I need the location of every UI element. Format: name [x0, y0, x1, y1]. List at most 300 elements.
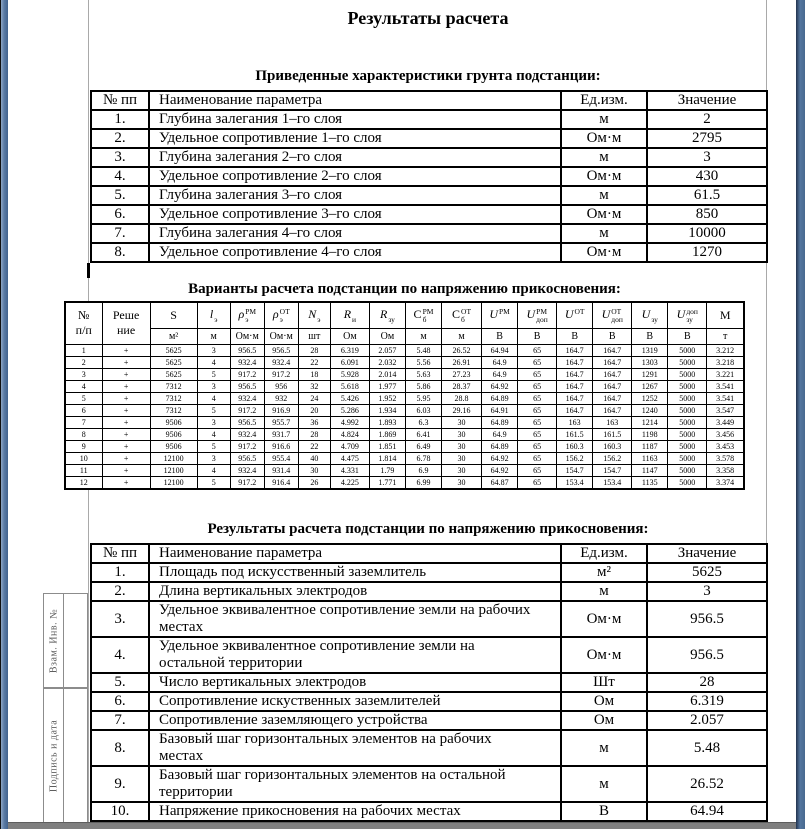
subscript: э [279, 314, 283, 324]
table-row [65, 392, 744, 404]
row-number-cell: 6. [91, 205, 149, 224]
table-cell: 932 [264, 392, 298, 404]
table-cell: 2.014 [369, 368, 405, 380]
param-name-cell: Удельное сопротивление 4–го слоя [149, 243, 561, 262]
table-cell: 955.4 [264, 452, 298, 464]
table-cell: 64.9 [482, 428, 518, 440]
table-cell: 160.3 [557, 440, 593, 452]
table-cell: + [102, 440, 150, 452]
column-header: Ед.изм. [561, 544, 647, 563]
table-row [65, 476, 744, 489]
unit-cell: Ом·м [561, 167, 647, 186]
unit-header: Ом·м [230, 328, 264, 344]
script-stack [651, 308, 658, 323]
table-cell: 6 [65, 404, 102, 416]
param-name-cell: Глубина залегания 3–го слоя [149, 186, 561, 205]
value-cell: 5625 [647, 563, 767, 582]
table-cell: 164.7 [593, 392, 632, 404]
table-cell: 64.89 [482, 392, 518, 404]
table-row [65, 440, 744, 452]
table-cell: 932.4 [264, 356, 298, 368]
table-cell: 1252 [632, 392, 668, 404]
table-cell: 28.8 [442, 392, 482, 404]
table-header-row [65, 302, 744, 328]
table-cell: 65 [518, 392, 557, 404]
table-cell: 22 [298, 440, 330, 452]
table-cell: + [102, 464, 150, 476]
table-row [91, 730, 767, 766]
table-cell [150, 452, 197, 464]
wrapped-number: 12100 [163, 453, 184, 463]
subscript: э [317, 314, 321, 324]
table-cell [150, 464, 197, 476]
row-number-cell: 5. [91, 186, 149, 205]
script-stack [245, 308, 256, 323]
symbol: R [379, 307, 388, 322]
table-cell: 164.7 [557, 368, 593, 380]
column-header: Значение [647, 91, 767, 110]
unit-header: т [707, 328, 744, 344]
table-row [91, 186, 767, 205]
table-cell: 164.7 [593, 380, 632, 392]
table-cell: 64.9 [482, 368, 518, 380]
table-cell: + [102, 380, 150, 392]
table-cell: 1163 [632, 452, 668, 464]
table-cell: 65 [518, 476, 557, 489]
table-cell: 64.9 [482, 356, 518, 368]
column-header [707, 302, 744, 328]
table-cell: 29.16 [442, 404, 482, 416]
table-cell: 9506 [150, 440, 197, 452]
table-cell: 160.3 [593, 440, 632, 452]
table-cell: 64.89 [482, 416, 518, 428]
table-cell: 1240 [632, 404, 668, 416]
value-cell: 1270 [647, 243, 767, 262]
value-cell: 2 [647, 110, 767, 129]
unit-cell: Ом·м [561, 205, 647, 224]
unit-cell: м [561, 766, 647, 802]
table-cell: 8 [65, 428, 102, 440]
table-cell: 153.4 [593, 476, 632, 489]
table-cell: 7312 [150, 392, 197, 404]
table-cell: 5000 [668, 428, 707, 440]
value-cell: 64.94 [647, 802, 767, 821]
symbol: l [209, 307, 214, 322]
table-cell: 65 [518, 464, 557, 476]
table-cell: 26.91 [442, 356, 482, 368]
table-cell: 917.2 [230, 368, 264, 380]
superscript: ОТ [611, 307, 622, 317]
page-title: Результаты расчета [347, 8, 509, 28]
column-header: Реше ние [102, 302, 150, 344]
table-cell: 5000 [668, 392, 707, 404]
table-row [91, 129, 767, 148]
table-row [91, 601, 767, 637]
superscript: ОТ [574, 307, 585, 317]
table-cell: 1.814 [369, 452, 405, 464]
symbol: U [641, 307, 651, 322]
table-row [91, 167, 767, 186]
table-cell: 4.992 [330, 416, 369, 428]
table-cell: 65 [518, 404, 557, 416]
row-number-cell: 5. [91, 673, 149, 692]
table-row [65, 356, 744, 368]
table-cell: 1.977 [369, 380, 405, 392]
script-stack [280, 308, 290, 323]
table-cell: 30 [442, 476, 482, 489]
param-name-cell: Площадь под искусственный заземлитель [149, 563, 561, 582]
param-name-cell: Напряжение прикосновения на рабочих местах [149, 802, 561, 821]
table-cell: 65 [518, 428, 557, 440]
subscript: зу [651, 314, 658, 324]
table-row [91, 110, 767, 129]
soil-table [90, 90, 768, 263]
table-cell: 5625 [150, 356, 197, 368]
table-cell: 1187 [632, 440, 668, 452]
table-cell: 1.934 [369, 404, 405, 416]
column-header [632, 302, 668, 328]
unit-header: В [518, 328, 557, 344]
table-cell: 1.79 [369, 464, 405, 476]
table-cell: 931.4 [264, 464, 298, 476]
script-stack [352, 308, 356, 323]
table-cell: 932.4 [230, 464, 264, 476]
table-cell: 65 [518, 440, 557, 452]
row-number-cell: 2. [91, 582, 149, 601]
table-row [65, 464, 744, 476]
table-cell: 164.7 [557, 392, 593, 404]
table-cell: + [102, 416, 150, 428]
table-cell: 36 [298, 416, 330, 428]
param-name-cell: Число вертикальных электродов [149, 673, 561, 692]
unit-cell: м [561, 224, 647, 243]
unit-header: В [557, 328, 593, 344]
value-cell: 3 [647, 582, 767, 601]
row-number-cell: 9. [91, 766, 149, 802]
table-cell: 3.541 [707, 380, 744, 392]
subscript: зу [388, 314, 395, 324]
column-header [330, 302, 369, 328]
param-name-cell: Базовый шаг горизонтальных элементов на рабочих местах [149, 730, 561, 766]
variants-table-caption: Варианты расчета подстанции по напряжению прикосновения: [188, 281, 621, 297]
table-cell: 22 [298, 356, 330, 368]
table-cell: 164.7 [593, 344, 632, 356]
table-cell: 4.709 [330, 440, 369, 452]
param-name-cell: Удельное сопротивление 2–го слоя [149, 167, 561, 186]
table-cell: 917.2 [230, 404, 264, 416]
unit-cell: м [561, 110, 647, 129]
table-row [65, 368, 744, 380]
table-cell: 5625 [150, 344, 197, 356]
table-cell: 161.5 [557, 428, 593, 440]
table-cell: 1214 [632, 416, 668, 428]
table-cell: 5.95 [405, 392, 441, 404]
symbol: R [343, 307, 352, 322]
table-cell: 3.218 [707, 356, 744, 368]
param-name-cell: Длина вертикальных электродов [149, 582, 561, 601]
table-row [91, 224, 767, 243]
script-stack [317, 308, 320, 323]
column-header [197, 302, 230, 328]
frame-label-podpis-data: Подпись и дата [48, 719, 59, 792]
column-header [442, 302, 482, 328]
table-cell: 164.7 [557, 404, 593, 416]
table-cell: 65 [518, 368, 557, 380]
script-stack [575, 308, 585, 323]
table-cell: 917.2 [230, 440, 264, 452]
column-header [557, 302, 593, 328]
column-header: Ед.изм. [561, 91, 647, 110]
column-header: № пп [91, 544, 149, 563]
unit-cell: В [561, 802, 647, 821]
table-cell: 5000 [668, 416, 707, 428]
table-cell: 5.63 [405, 368, 441, 380]
table-cell: 4.225 [330, 476, 369, 489]
table-cell: 5.426 [330, 392, 369, 404]
script-stack [214, 308, 217, 323]
table-cell: 161.5 [593, 428, 632, 440]
table-cell [150, 476, 197, 489]
table-cell: 3.456 [707, 428, 744, 440]
table-cell: 164.7 [593, 404, 632, 416]
table-cell: 932.4 [230, 356, 264, 368]
table-cell: 5.928 [330, 368, 369, 380]
table-cell: 64.94 [482, 344, 518, 356]
table-cell: 164.7 [593, 368, 632, 380]
table-cell: 156.2 [593, 452, 632, 464]
table-cell: 6.49 [405, 440, 441, 452]
value-cell: 6.319 [647, 692, 767, 711]
table-row [91, 802, 767, 821]
value-cell: 956.5 [647, 637, 767, 673]
table-cell: 932.4 [230, 428, 264, 440]
superscript: РМ [498, 307, 510, 317]
table-cell: 956.5 [230, 344, 264, 356]
value-cell: 2.057 [647, 711, 767, 730]
frame-label-column [44, 689, 64, 822]
table-cell: 5.286 [330, 404, 369, 416]
table-cell: 6.091 [330, 356, 369, 368]
subscript [499, 316, 510, 324]
column-header [668, 302, 707, 328]
table-cell: 5.56 [405, 356, 441, 368]
value-cell: 61.5 [647, 186, 767, 205]
unit-header: м [442, 328, 482, 344]
table-cell: 956.5 [230, 380, 264, 392]
table-cell: + [102, 368, 150, 380]
table-cell: 30 [442, 416, 482, 428]
symbol: U [489, 307, 498, 322]
unit-header: м² [150, 328, 197, 344]
column-header [264, 302, 298, 328]
subscript: э [214, 314, 218, 324]
table-cell: 3.578 [707, 452, 744, 464]
script-stack [423, 308, 434, 323]
subscript: доп [611, 314, 623, 324]
unit-header: В [668, 328, 707, 344]
app-background-strip [8, 822, 796, 829]
table-cell: 4.824 [330, 428, 369, 440]
column-header [298, 302, 330, 328]
table-cell: 5000 [668, 404, 707, 416]
table-cell: 9506 [150, 416, 197, 428]
table-cell: 1 [65, 344, 102, 356]
unit-cell: м² [561, 563, 647, 582]
symbol: U [676, 307, 686, 322]
table-header-row [91, 544, 767, 563]
table-cell: + [102, 392, 150, 404]
table-cell: 5000 [668, 344, 707, 356]
table-cell: + [102, 428, 150, 440]
table-row [91, 637, 767, 673]
table-cell: 65 [518, 416, 557, 428]
row-number-cell: 7. [91, 224, 149, 243]
superscript: РМ [245, 307, 257, 317]
table-cell: 3.541 [707, 392, 744, 404]
column-header [482, 302, 518, 328]
table-cell: 3.547 [707, 404, 744, 416]
table-cell: 5000 [668, 356, 707, 368]
table-cell: 26.52 [442, 344, 482, 356]
row-number-cell: 3. [91, 148, 149, 167]
table-cell: 7312 [150, 380, 197, 392]
table-cell: 1.771 [369, 476, 405, 489]
table-cell: 6.41 [405, 428, 441, 440]
value-cell: 5.48 [647, 730, 767, 766]
wrapped-number: 12100 [163, 465, 184, 475]
variants-table [64, 301, 745, 490]
table-cell: 153.4 [557, 476, 593, 489]
table-cell: 5.86 [405, 380, 441, 392]
table-cell: + [102, 344, 150, 356]
unit-cell: м [561, 582, 647, 601]
column-header [405, 302, 441, 328]
table-cell: 4 [197, 428, 230, 440]
table-cell: 5000 [668, 368, 707, 380]
table-cell: 917.2 [230, 476, 264, 489]
row-number-cell: 10. [91, 802, 149, 821]
param-name-cell: Удельное сопротивление 1–го слоя [149, 129, 561, 148]
script-stack [499, 308, 510, 323]
table-cell: 1135 [632, 476, 668, 489]
table-cell: 64.92 [482, 464, 518, 476]
unit-header: Ом [369, 328, 405, 344]
table-cell: 5000 [668, 464, 707, 476]
row-number-cell: 4. [91, 167, 149, 186]
subscript: доп [536, 314, 548, 324]
table-row [65, 452, 744, 464]
superscript: ОТ [461, 307, 472, 317]
symbol: С [413, 307, 422, 322]
table-cell: 7 [65, 416, 102, 428]
symbol: S [170, 307, 177, 322]
table-cell: 154.7 [593, 464, 632, 476]
table-cell: 3.221 [707, 368, 744, 380]
table-cell: 5 [197, 368, 230, 380]
table-cell: 65 [518, 452, 557, 464]
table-cell: 18 [298, 368, 330, 380]
script-stack [536, 308, 548, 323]
frame-box-podpis [43, 688, 88, 823]
table-cell: 65 [518, 356, 557, 368]
table-cell: + [102, 452, 150, 464]
table-cell: + [102, 356, 150, 368]
unit-cell: м [561, 730, 647, 766]
unit-cell: Ом·м [561, 601, 647, 637]
unit-cell: м [561, 148, 647, 167]
table-cell: 956.5 [230, 452, 264, 464]
table-cell: 956.5 [230, 416, 264, 428]
table-cell: 6.78 [405, 452, 441, 464]
table-cell: 40 [298, 452, 330, 464]
subscript [575, 316, 585, 324]
table-cell: 6.03 [405, 404, 441, 416]
row-number-cell: 8. [91, 730, 149, 766]
column-header [369, 302, 405, 328]
table-row [91, 563, 767, 582]
table-unit-row [65, 328, 744, 344]
superscript: ОТ [279, 307, 290, 317]
column-header [150, 302, 197, 328]
table-cell: 916.9 [264, 404, 298, 416]
table-cell: 5625 [150, 368, 197, 380]
row-number-cell: 8. [91, 243, 149, 262]
unit-header: В [632, 328, 668, 344]
table-cell: 6.319 [330, 344, 369, 356]
param-name-cell: Удельное сопротивление 3–го слоя [149, 205, 561, 224]
table-row [65, 404, 744, 416]
table-cell: 1267 [632, 380, 668, 392]
symbol: М [719, 307, 731, 322]
table-cell: 5000 [668, 380, 707, 392]
frame-box-vzam [43, 593, 88, 688]
table-row [91, 673, 767, 692]
table-cell: 5 [197, 440, 230, 452]
row-number-cell: 1. [91, 110, 149, 129]
column-header: Наименование параметра [149, 544, 561, 563]
table-cell: 3.453 [707, 440, 744, 452]
value-cell: 10000 [647, 224, 767, 243]
table-cell: 12 [65, 476, 102, 489]
param-name-cell: Базовый шаг горизонтальных элементов на остальной территории [149, 766, 561, 802]
unit-cell: м [561, 186, 647, 205]
table-cell: 1147 [632, 464, 668, 476]
table-cell: 916.4 [264, 476, 298, 489]
table-cell: 32 [298, 380, 330, 392]
table-cell: 3.212 [707, 344, 744, 356]
table-cell: 5000 [668, 452, 707, 464]
table-cell: 6.3 [405, 416, 441, 428]
frame-empty-column [64, 689, 87, 822]
unit-cell: Ом·м [561, 129, 647, 148]
table-cell: 956 [264, 380, 298, 392]
results-table [90, 543, 768, 822]
table-cell: 4 [197, 356, 230, 368]
script-stack [611, 308, 623, 323]
table-cell: + [102, 476, 150, 489]
table-cell: 10 [65, 452, 102, 464]
param-name-cell: Глубина залегания 2–го слоя [149, 148, 561, 167]
symbol: ρ [238, 307, 245, 322]
symbol: N [308, 307, 317, 322]
param-name-cell: Удельное эквивалентное сопротивление земли на рабочих местах [149, 601, 561, 637]
table-cell: 932.4 [230, 392, 264, 404]
table-cell: 1.893 [369, 416, 405, 428]
table-row [91, 766, 767, 802]
table-cell: 4.475 [330, 452, 369, 464]
window-border-left [0, 0, 8, 829]
table-cell: 1.869 [369, 428, 405, 440]
